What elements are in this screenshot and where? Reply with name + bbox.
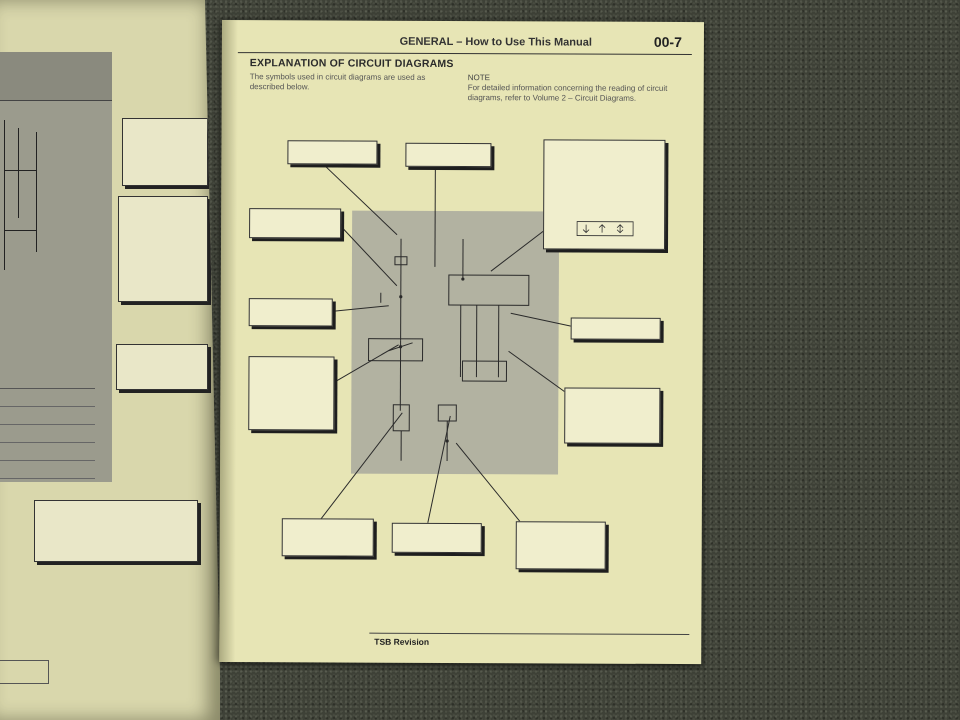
left-table-row <box>0 407 95 425</box>
callout-connector-symbol <box>248 356 334 430</box>
io-symbol <box>576 221 636 239</box>
callout-connector-types <box>249 208 341 238</box>
leader-line <box>511 313 573 326</box>
left-callout-box <box>116 344 208 390</box>
intro-text: The symbols used in circuit diagrams are used as described below. <box>249 72 426 92</box>
leader-line <box>331 305 389 311</box>
leader-line <box>491 231 543 271</box>
junction-dot <box>399 295 402 298</box>
section-title: EXPLANATION OF CIRCUIT DIAGRAMS <box>249 57 454 71</box>
right-page <box>219 20 704 664</box>
callout-power-destination <box>287 140 377 164</box>
left-table-row <box>0 425 95 443</box>
note-text: For detailed information concerning the reading of circuit diagrams, refer to Volume 2 – Circuit Diagrams. <box>467 83 668 103</box>
leader-line <box>341 227 397 286</box>
callout-io-direction <box>543 139 665 250</box>
junction-dot <box>461 277 464 280</box>
leader-line <box>330 344 398 384</box>
left-table-row <box>0 389 95 407</box>
left-wire <box>18 128 19 218</box>
left-table-row <box>0 443 95 461</box>
callout-device-connector <box>282 518 374 556</box>
left-diagram-header <box>0 52 112 101</box>
header-text: GENERAL – How to Use This Manual <box>399 35 592 49</box>
footer-tsb-revision: TSB Revision <box>374 636 430 647</box>
page-number: 00-7 <box>653 33 682 51</box>
callout-current-direction <box>564 387 660 443</box>
left-table <box>0 388 95 479</box>
callout-direct-insertion <box>392 523 482 553</box>
junction-dot <box>399 345 402 348</box>
left-callout-box <box>118 196 208 302</box>
leader-line <box>508 351 564 391</box>
callout-branch-point <box>516 521 606 569</box>
note-heading: NOTE <box>467 73 491 83</box>
motor-right-box <box>462 361 506 381</box>
motor-left-box <box>393 405 409 431</box>
callout-power-control-unit <box>405 143 491 167</box>
left-callout-box <box>122 118 208 186</box>
switch-box <box>438 405 456 421</box>
callout-broken-line <box>249 298 333 326</box>
left-callout-box <box>34 500 198 562</box>
left-page <box>0 0 220 720</box>
left-wire <box>4 120 5 270</box>
left-wire <box>4 230 36 231</box>
circuit-diagram <box>219 20 704 664</box>
left-wire <box>36 132 37 252</box>
left-wire <box>4 170 36 171</box>
leader-line <box>456 443 520 521</box>
left-bottom-strip <box>0 660 49 684</box>
junction-dot <box>446 439 449 442</box>
left-table-row <box>0 461 95 479</box>
control-unit-box <box>449 275 529 305</box>
callout-terminal-no <box>571 318 661 340</box>
